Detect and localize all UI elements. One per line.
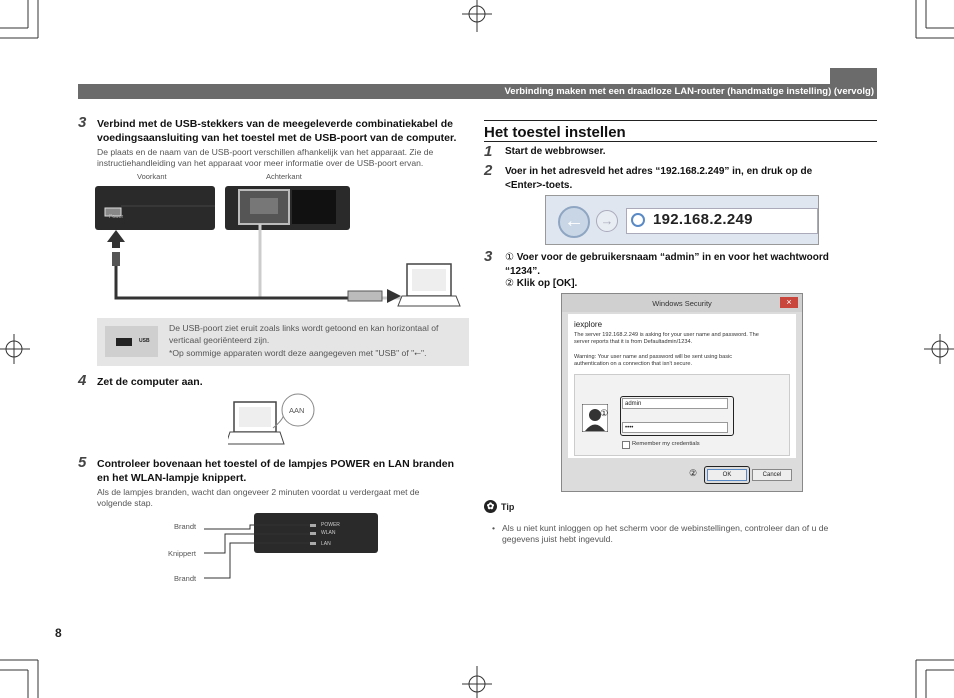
dialog-warning-line-1: Warning: Your user name and password will be sent using basic bbox=[574, 354, 733, 360]
step-5-number: 5 bbox=[78, 454, 87, 471]
dialog-app-name: iexplore bbox=[574, 320, 603, 329]
forward-arrow-icon[interactable]: → bbox=[596, 210, 618, 232]
note-line-1: De USB-poort ziet eruit zoals links wordt getoond en kan horizontaal of bbox=[169, 323, 439, 333]
right-arrow-icon bbox=[387, 289, 401, 303]
note-line-2: verticaal georiënteerd zijn. bbox=[169, 335, 270, 345]
remember-checkbox[interactable] bbox=[622, 441, 630, 449]
tip-bullet-icon: • bbox=[492, 523, 496, 533]
right-step-3-title-line-2: “1234”. bbox=[505, 266, 541, 277]
front-label: Voorkant bbox=[137, 172, 167, 181]
ok-button[interactable]: OK bbox=[707, 469, 747, 481]
tip-line-2: gegevens juist hebt ingevuld. bbox=[502, 534, 613, 544]
lan-cable bbox=[260, 224, 427, 298]
step-3-desc-line-2: instructiehandleiding van het apparaat voor meer informatie over de USB-poort ervan. bbox=[97, 158, 424, 168]
back-label: Achterkant bbox=[266, 172, 302, 181]
led-lan-state: Brandt bbox=[174, 574, 197, 583]
tip-title: Tip bbox=[501, 502, 515, 512]
back-arrow-icon[interactable]: ← bbox=[558, 206, 590, 238]
note-line-3-end: ". bbox=[421, 348, 427, 358]
section-heading: Het toestel instellen bbox=[484, 124, 626, 141]
dialog-message-line-2: server reports that it is from Defaultadmin/1234. bbox=[574, 339, 693, 345]
ie-logo-icon bbox=[631, 213, 645, 227]
dialog-callout-2: ② bbox=[689, 468, 698, 478]
right-step-3-title-text-3: Klik op [OK]. bbox=[516, 278, 578, 289]
on-label: AAN bbox=[289, 406, 305, 415]
usb-port-icon bbox=[116, 338, 132, 346]
note-line-3 bbox=[169, 348, 426, 360]
usb-connection-illustration bbox=[92, 182, 472, 310]
usb-plug bbox=[112, 252, 120, 266]
right-step-2-title-line-2: <Enter>-toets. bbox=[505, 180, 573, 191]
dialog-warning-line-2: authentication on a connection that isn't secure. bbox=[574, 361, 692, 367]
computer-on-illustration bbox=[228, 392, 320, 452]
laptop-icon bbox=[228, 402, 284, 444]
step-4-title: Zet de computer aan. bbox=[97, 376, 203, 388]
tip-icon: ✿ bbox=[484, 500, 497, 513]
right-step-2-number: 2 bbox=[484, 162, 493, 179]
right-step-1-title: Start de webbrowser. bbox=[505, 146, 606, 157]
callout-1: ① bbox=[505, 252, 514, 263]
dialog-callout-1: ① bbox=[600, 408, 609, 418]
step-3-title-line-1: Verbind met de USB-stekkers van de meegeleverde combinatiekabel de bbox=[97, 118, 453, 130]
heading-rule-bottom bbox=[484, 141, 877, 142]
remember-label: Remember my credentials bbox=[632, 441, 700, 447]
laptop-icon bbox=[398, 264, 460, 306]
step-4-number: 4 bbox=[78, 372, 87, 389]
header-title: Verbinding maken met een draadloze LAN-router (handmatige instelling) (vervolg) bbox=[504, 86, 874, 97]
step-5-title-line-1: Controleer bovenaan het toestel of de lampjes POWER en LAN branden bbox=[97, 458, 455, 470]
step-3-desc-line-1: De plaats en de naam van de USB-poort verschillen afhankelijk van het apparaat. Zie de bbox=[97, 147, 434, 157]
power-port-label: Power bbox=[109, 214, 124, 220]
step-5-title-line-2: en het WLAN-lampje knippert. bbox=[97, 472, 247, 484]
address-value: 192.168.2.249 bbox=[653, 211, 753, 228]
step-3-title-line-2: voedingsaansluiting van het toestel met de USB-poort van de computer. bbox=[97, 132, 457, 144]
right-step-1-number: 1 bbox=[484, 143, 493, 160]
dialog-close-button[interactable]: × bbox=[780, 297, 798, 308]
usb-cable bbox=[116, 252, 372, 298]
right-step-3-title-line-3 bbox=[505, 277, 577, 291]
tip-line-1: Als u niet kunt inloggen op het scherm voor de webinstellingen, controleer dan of u de bbox=[502, 523, 829, 533]
browser-addressbar-screenshot bbox=[545, 195, 819, 245]
step-3-number: 3 bbox=[78, 114, 87, 131]
step-5-desc-line-2: volgende stap. bbox=[97, 498, 153, 508]
right-step-2-title-line-1: Voer in het adresveld het adres “192.168.2.249” in, en druk op de bbox=[505, 166, 813, 177]
note-line-3-text: *Op sommige apparaten wordt deze aangegeven met "USB" of " bbox=[169, 348, 415, 358]
usb-port-label: USB bbox=[139, 338, 150, 344]
username-input[interactable]: admin bbox=[622, 398, 728, 409]
led-wlan-state: Knippert bbox=[168, 549, 196, 558]
dialog-title: Windows Security bbox=[652, 299, 712, 308]
right-step-3-title-text-1: Voer voor de gebruikersnaam “admin” in en voor het wachtwoord bbox=[516, 252, 829, 263]
step-5-desc-line-1: Als de lampjes branden, wacht dan ongeveer 2 minuten voordat u verdergaat met de bbox=[97, 487, 420, 497]
led-wlan-label: WLAN bbox=[321, 530, 336, 536]
dialog-message-line-1: The server 192.168.2.249 is asking for your user name and password. The bbox=[574, 332, 759, 338]
led-lan-label: LAN bbox=[321, 541, 331, 547]
led-power-state: Brandt bbox=[174, 522, 197, 531]
password-input[interactable]: •••• bbox=[622, 422, 728, 433]
page-number: 8 bbox=[55, 626, 62, 640]
address-field[interactable] bbox=[626, 208, 818, 234]
led-power-label: POWER bbox=[321, 522, 340, 528]
led-indicator-illustration bbox=[200, 512, 380, 590]
cancel-button[interactable]: Cancel bbox=[752, 469, 792, 481]
right-step-3-title-line-1 bbox=[505, 251, 829, 265]
windows-security-dialog bbox=[561, 293, 803, 492]
usb-trident-icon: ⭠ bbox=[414, 348, 422, 358]
usb-plug-computer bbox=[348, 291, 382, 301]
heading-rule-top bbox=[484, 120, 877, 121]
callout-2: ② bbox=[505, 278, 514, 289]
up-arrow-icon bbox=[107, 230, 125, 248]
right-step-3-number: 3 bbox=[484, 248, 493, 265]
